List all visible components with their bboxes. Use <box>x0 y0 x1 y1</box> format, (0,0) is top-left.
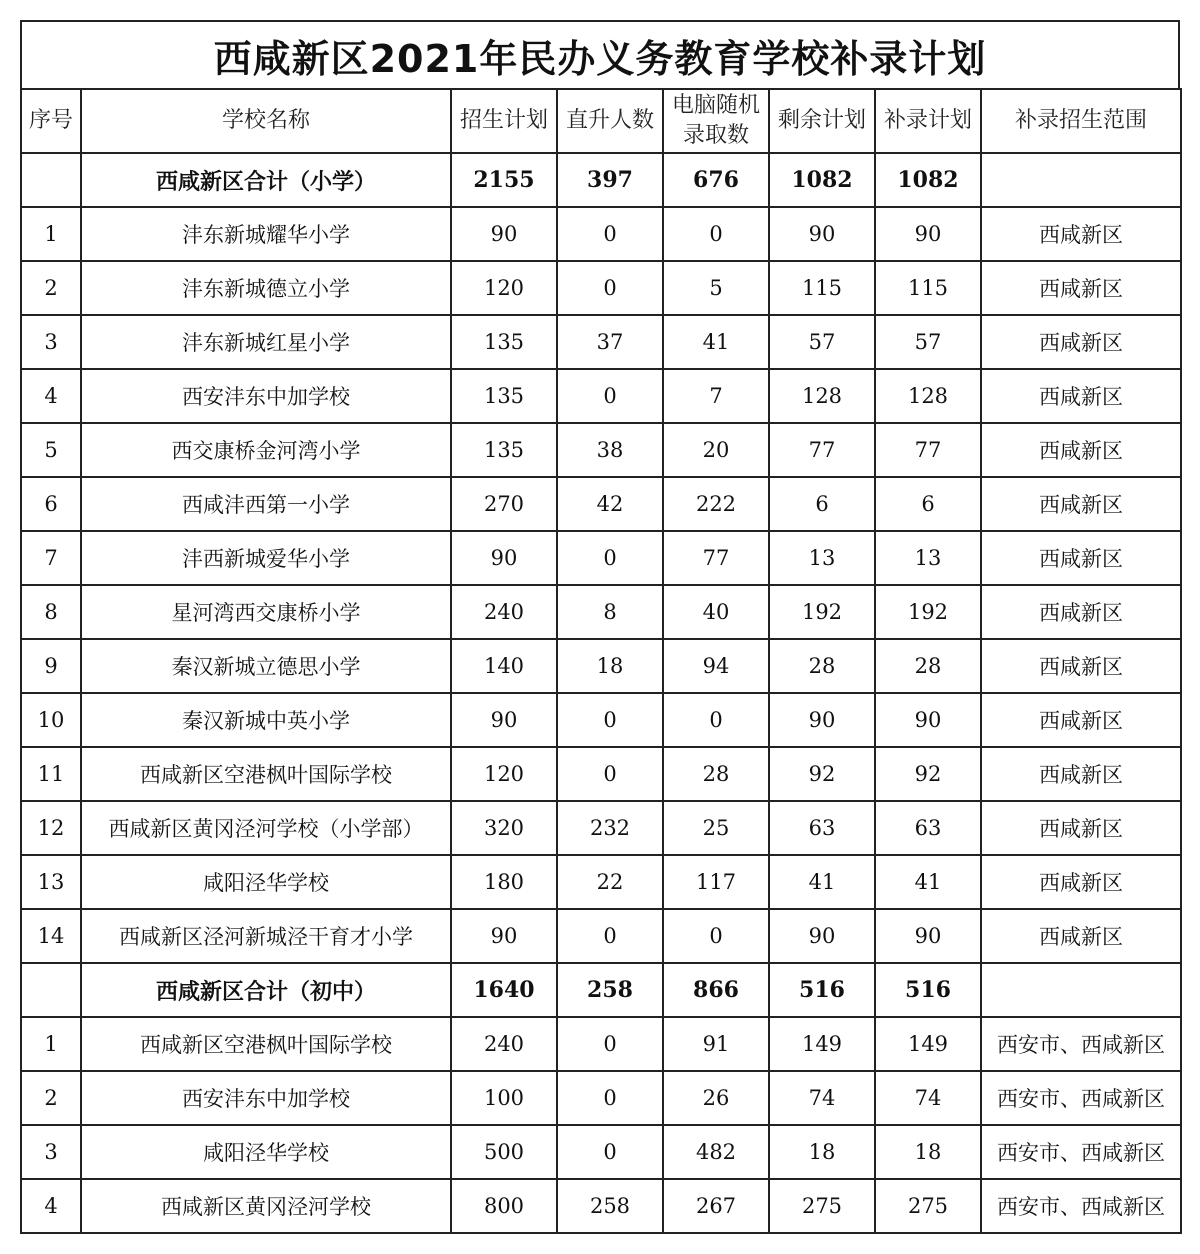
school-name: 西安沣东中加学校 <box>81 369 451 423</box>
row-no: 9 <box>21 639 81 693</box>
lottery-value: 40 <box>663 585 769 639</box>
table-row <box>21 369 1181 423</box>
lottery-value: 91 <box>663 1017 769 1071</box>
direct-value: 18 <box>557 639 663 693</box>
header-scope: 补录招生范围 <box>981 89 1181 153</box>
lottery-value: 41 <box>663 315 769 369</box>
school-name: 西咸新区合计（小学） <box>81 153 451 207</box>
row-no <box>21 153 81 207</box>
direct-value: 22 <box>557 855 663 909</box>
remaining-value: 57 <box>769 315 875 369</box>
plan-value: 1640 <box>451 963 557 1017</box>
remaining-value: 63 <box>769 801 875 855</box>
lottery-value: 866 <box>663 963 769 1017</box>
row-no: 3 <box>21 1125 81 1179</box>
plan-value: 500 <box>451 1125 557 1179</box>
row-no <box>21 963 81 1017</box>
school-name: 西咸新区泾河新城泾干育才小学 <box>81 909 451 963</box>
remaining-value: 92 <box>769 747 875 801</box>
plan-value: 120 <box>451 261 557 315</box>
school-name: 西安沣东中加学校 <box>81 1071 451 1125</box>
direct-value: 38 <box>557 423 663 477</box>
lottery-value: 482 <box>663 1125 769 1179</box>
lottery-value: 117 <box>663 855 769 909</box>
enrollment-table <box>20 88 1182 1234</box>
school-name: 西咸沣西第一小学 <box>81 477 451 531</box>
scope-value: 西咸新区 <box>981 909 1181 963</box>
table-row <box>21 477 1181 531</box>
remaining-value: 28 <box>769 639 875 693</box>
plan-value: 90 <box>451 531 557 585</box>
row-no: 12 <box>21 801 81 855</box>
school-name: 咸阳泾华学校 <box>81 1125 451 1179</box>
table-row <box>21 1071 1181 1125</box>
lottery-value: 267 <box>663 1179 769 1233</box>
plan-value: 120 <box>451 747 557 801</box>
remaining-value: 77 <box>769 423 875 477</box>
direct-value: 0 <box>557 693 663 747</box>
header-school-name: 学校名称 <box>81 89 451 153</box>
scope-value: 西安市、西咸新区 <box>981 1179 1181 1233</box>
supplement-value: 77 <box>875 423 981 477</box>
plan-value: 180 <box>451 855 557 909</box>
row-no: 8 <box>21 585 81 639</box>
plan-value: 90 <box>451 909 557 963</box>
plan-value: 320 <box>451 801 557 855</box>
supplement-value: 90 <box>875 909 981 963</box>
scope-value: 西咸新区 <box>981 693 1181 747</box>
supplement-value: 63 <box>875 801 981 855</box>
page-title: 西咸新区2021年民办义务教育学校补录计划 <box>20 20 1180 88</box>
row-no: 5 <box>21 423 81 477</box>
remaining-value: 90 <box>769 909 875 963</box>
lottery-value: 676 <box>663 153 769 207</box>
row-no: 4 <box>21 1179 81 1233</box>
plan-value: 135 <box>451 369 557 423</box>
lottery-value: 28 <box>663 747 769 801</box>
table-row <box>21 747 1181 801</box>
direct-value: 0 <box>557 747 663 801</box>
table-row <box>21 585 1181 639</box>
school-name: 星河湾西交康桥小学 <box>81 585 451 639</box>
school-name: 沣东新城耀华小学 <box>81 207 451 261</box>
supplement-value: 90 <box>875 693 981 747</box>
scope-value: 西咸新区 <box>981 801 1181 855</box>
supplement-value: 92 <box>875 747 981 801</box>
supplement-value: 1082 <box>875 153 981 207</box>
scope-value <box>981 963 1181 1017</box>
plan-value: 800 <box>451 1179 557 1233</box>
lottery-value: 7 <box>663 369 769 423</box>
direct-value: 258 <box>557 1179 663 1233</box>
plan-value: 90 <box>451 207 557 261</box>
table-row <box>21 423 1181 477</box>
lottery-value: 0 <box>663 909 769 963</box>
total-row-primary <box>21 153 1181 207</box>
plan-value: 270 <box>451 477 557 531</box>
remaining-value: 90 <box>769 207 875 261</box>
table-row <box>21 855 1181 909</box>
lottery-value: 25 <box>663 801 769 855</box>
school-name: 沣东新城德立小学 <box>81 261 451 315</box>
direct-value: 8 <box>557 585 663 639</box>
scope-value: 西咸新区 <box>981 747 1181 801</box>
school-name: 西咸新区合计（初中） <box>81 963 451 1017</box>
supplement-value: 13 <box>875 531 981 585</box>
remaining-value: 516 <box>769 963 875 1017</box>
direct-value: 42 <box>557 477 663 531</box>
remaining-value: 18 <box>769 1125 875 1179</box>
direct-value: 0 <box>557 1071 663 1125</box>
row-no: 1 <box>21 1017 81 1071</box>
plan-value: 100 <box>451 1071 557 1125</box>
school-name: 秦汉新城中英小学 <box>81 693 451 747</box>
lottery-value: 0 <box>663 693 769 747</box>
header-supplement: 补录计划 <box>875 89 981 153</box>
remaining-value: 6 <box>769 477 875 531</box>
header-direct: 直升人数 <box>557 89 663 153</box>
row-no: 14 <box>21 909 81 963</box>
lottery-value: 94 <box>663 639 769 693</box>
direct-value: 232 <box>557 801 663 855</box>
school-name: 西咸新区黄冈泾河学校（小学部） <box>81 801 451 855</box>
direct-value: 0 <box>557 909 663 963</box>
table-row <box>21 531 1181 585</box>
header-remaining: 剩余计划 <box>769 89 875 153</box>
supplement-value: 28 <box>875 639 981 693</box>
table-row <box>21 1179 1181 1233</box>
table-row <box>21 909 1181 963</box>
plan-value: 2155 <box>451 153 557 207</box>
table-row <box>21 315 1181 369</box>
scope-value: 西咸新区 <box>981 261 1181 315</box>
lottery-value: 26 <box>663 1071 769 1125</box>
direct-value: 37 <box>557 315 663 369</box>
direct-value: 0 <box>557 1125 663 1179</box>
row-no: 3 <box>21 315 81 369</box>
direct-value: 0 <box>557 1017 663 1071</box>
supplement-value: 57 <box>875 315 981 369</box>
scope-value: 西安市、西咸新区 <box>981 1017 1181 1071</box>
supplement-value: 128 <box>875 369 981 423</box>
direct-value: 0 <box>557 369 663 423</box>
supplement-value: 149 <box>875 1017 981 1071</box>
supplement-value: 6 <box>875 477 981 531</box>
remaining-value: 149 <box>769 1017 875 1071</box>
lottery-value: 20 <box>663 423 769 477</box>
header-no: 序号 <box>21 89 81 153</box>
header-row <box>21 89 1181 153</box>
direct-value: 397 <box>557 153 663 207</box>
lottery-value: 0 <box>663 207 769 261</box>
direct-value: 0 <box>557 207 663 261</box>
supplement-value: 74 <box>875 1071 981 1125</box>
direct-value: 0 <box>557 531 663 585</box>
row-no: 6 <box>21 477 81 531</box>
scope-value: 西咸新区 <box>981 423 1181 477</box>
scope-value: 西咸新区 <box>981 207 1181 261</box>
school-name: 沣西新城爱华小学 <box>81 531 451 585</box>
plan-value: 90 <box>451 693 557 747</box>
scope-value: 西咸新区 <box>981 585 1181 639</box>
remaining-value: 41 <box>769 855 875 909</box>
school-name: 秦汉新城立德思小学 <box>81 639 451 693</box>
row-no: 11 <box>21 747 81 801</box>
direct-value: 258 <box>557 963 663 1017</box>
remaining-value: 275 <box>769 1179 875 1233</box>
scope-value: 西咸新区 <box>981 855 1181 909</box>
supplement-value: 115 <box>875 261 981 315</box>
scope-value: 西咸新区 <box>981 477 1181 531</box>
supplement-value: 90 <box>875 207 981 261</box>
scope-value: 西咸新区 <box>981 639 1181 693</box>
row-no: 4 <box>21 369 81 423</box>
school-name: 西咸新区黄冈泾河学校 <box>81 1179 451 1233</box>
row-no: 7 <box>21 531 81 585</box>
total-row-middle <box>21 963 1181 1017</box>
row-no: 1 <box>21 207 81 261</box>
scope-value: 西咸新区 <box>981 531 1181 585</box>
school-name: 沣东新城红星小学 <box>81 315 451 369</box>
scope-value: 西安市、西咸新区 <box>981 1125 1181 1179</box>
row-no: 2 <box>21 1071 81 1125</box>
plan-value: 240 <box>451 585 557 639</box>
row-no: 13 <box>21 855 81 909</box>
remaining-value: 128 <box>769 369 875 423</box>
remaining-value: 90 <box>769 693 875 747</box>
lottery-value: 5 <box>663 261 769 315</box>
table-row <box>21 1017 1181 1071</box>
remaining-value: 74 <box>769 1071 875 1125</box>
table-row <box>21 801 1181 855</box>
plan-value: 240 <box>451 1017 557 1071</box>
table-row <box>21 1125 1181 1179</box>
direct-value: 0 <box>557 261 663 315</box>
remaining-value: 1082 <box>769 153 875 207</box>
school-name: 西咸新区空港枫叶国际学校 <box>81 1017 451 1071</box>
school-name: 西交康桥金河湾小学 <box>81 423 451 477</box>
supplement-value: 275 <box>875 1179 981 1233</box>
supplement-value: 41 <box>875 855 981 909</box>
supplement-value: 18 <box>875 1125 981 1179</box>
lottery-value: 222 <box>663 477 769 531</box>
remaining-value: 115 <box>769 261 875 315</box>
row-no: 2 <box>21 261 81 315</box>
scope-value: 西咸新区 <box>981 369 1181 423</box>
table-row <box>21 639 1181 693</box>
remaining-value: 13 <box>769 531 875 585</box>
school-name: 咸阳泾华学校 <box>81 855 451 909</box>
table-row <box>21 261 1181 315</box>
row-no: 10 <box>21 693 81 747</box>
table-row <box>21 693 1181 747</box>
school-name: 西咸新区空港枫叶国际学校 <box>81 747 451 801</box>
lottery-value: 77 <box>663 531 769 585</box>
plan-value: 135 <box>451 423 557 477</box>
supplement-value: 192 <box>875 585 981 639</box>
scope-value <box>981 153 1181 207</box>
plan-value: 140 <box>451 639 557 693</box>
plan-value: 135 <box>451 315 557 369</box>
scope-value: 西咸新区 <box>981 315 1181 369</box>
header-lottery: 电脑随机录取数 <box>663 89 769 153</box>
supplement-value: 516 <box>875 963 981 1017</box>
header-plan: 招生计划 <box>451 89 557 153</box>
remaining-value: 192 <box>769 585 875 639</box>
table-row <box>21 207 1181 261</box>
scope-value: 西安市、西咸新区 <box>981 1071 1181 1125</box>
